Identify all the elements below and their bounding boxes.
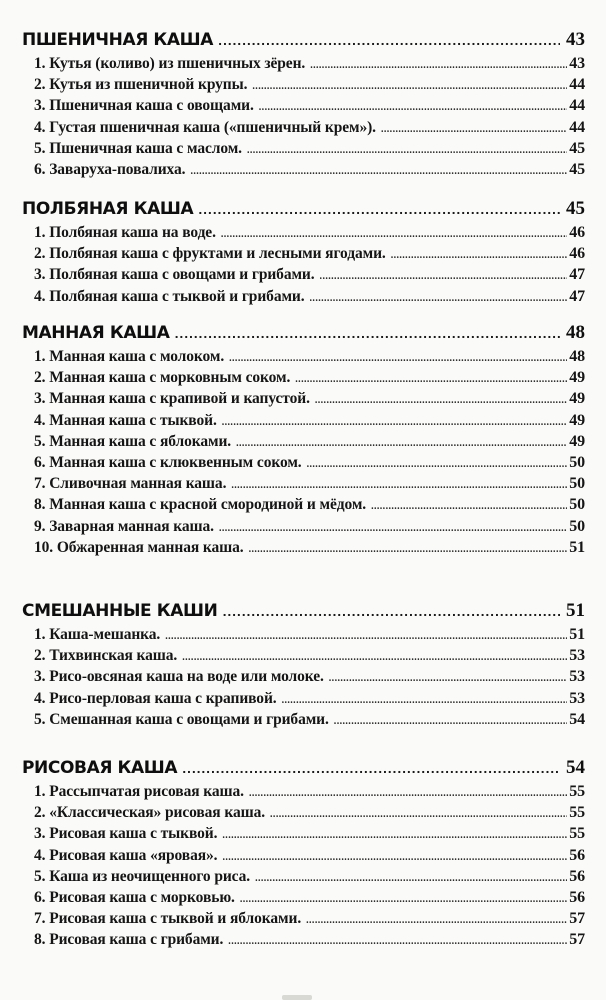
section-title: МАННАЯ КАША <box>22 323 170 343</box>
dot-leader <box>221 229 567 240</box>
dot-leader <box>240 894 567 905</box>
section-title: ПШЕНИЧНАЯ КАША <box>22 30 214 50</box>
toc-item-page-number: 53 <box>569 668 585 686</box>
toc-item[interactable] <box>34 348 585 369</box>
toc-item-label: 3. Манная каша с крапивой и капустой. <box>34 390 310 408</box>
toc-item-label: 5. Смешанная каша с овощами и грибами. <box>34 710 329 728</box>
toc-item-label: 4. Рисовая каша «яровая». <box>34 846 218 864</box>
toc-item[interactable] <box>34 847 585 868</box>
toc-item[interactable] <box>34 496 585 517</box>
toc-section-wheat <box>22 29 585 182</box>
toc-item-label: 1. Каша-мешанка. <box>34 626 161 643</box>
toc-item-page-number: 55 <box>569 804 585 822</box>
toc-item-label: 4. Манная каша с тыквой. <box>34 411 217 429</box>
toc-item-page-number: 50 <box>569 475 585 493</box>
toc-item-page-number: 45 <box>569 160 585 178</box>
section-heading[interactable] <box>22 600 585 626</box>
toc-item-page-number: 46 <box>569 245 585 263</box>
section-title: ПОЛБЯНАЯ КАША <box>22 199 194 219</box>
section-title: РИСОВАЯ КАША <box>22 758 178 778</box>
toc-item-label: 2. Кутья из пшеничной крупы. <box>34 76 248 94</box>
dot-leader <box>249 788 567 799</box>
dot-leader <box>175 328 560 341</box>
toc-item[interactable] <box>34 245 585 266</box>
toc-item[interactable] <box>34 119 585 140</box>
toc-item-page-number: 44 <box>569 76 585 94</box>
toc-item-page-number: 55 <box>569 825 585 843</box>
dot-leader <box>259 102 567 113</box>
toc-section-mixed <box>22 600 585 732</box>
toc-item[interactable] <box>34 55 585 76</box>
toc-item-list <box>22 783 585 953</box>
dot-leader <box>218 35 560 48</box>
toc-item-label: 10. Обжаренная манная каша. <box>34 538 244 556</box>
toc-item-page-number: 56 <box>569 846 585 864</box>
dot-leader <box>182 652 567 663</box>
toc-item-page-number: 44 <box>569 118 585 136</box>
toc-item[interactable] <box>34 454 585 475</box>
page-footer-mark <box>282 995 312 1000</box>
dot-leader <box>182 763 560 776</box>
toc-item[interactable] <box>34 412 585 433</box>
toc-item-label: 5. Пшеничная каша с маслом. <box>34 139 242 157</box>
toc-item-label: 1. Кутья (коливо) из пшеничных зёрен. <box>34 55 306 72</box>
dot-leader <box>236 438 567 449</box>
toc-item[interactable] <box>34 288 585 309</box>
toc-item-label: 6. Манная каша с клюквенным соком. <box>34 453 302 471</box>
toc-item-label: 1. Манная каша с молоком. <box>34 348 225 365</box>
toc-section-rice <box>22 757 585 953</box>
section-heading[interactable] <box>22 757 585 783</box>
toc-item-page-number: 50 <box>569 496 585 514</box>
dot-leader <box>334 716 567 727</box>
section-title: СМЕШАННЫЕ КАШИ <box>22 601 218 621</box>
toc-item-label: 4. Густая пшеничная каша («пшеничный крем»). <box>34 118 376 136</box>
toc-item[interactable] <box>34 825 585 846</box>
toc-item[interactable] <box>34 889 585 910</box>
toc-item-page-number: 56 <box>569 888 585 906</box>
toc-item-page-number: 50 <box>569 453 585 471</box>
toc-item[interactable] <box>34 647 585 668</box>
toc-item-page-number: 51 <box>569 538 585 556</box>
toc-item-label: 2. Манная каша с морковным соком. <box>34 369 291 387</box>
section-page-number: 45 <box>566 198 585 219</box>
toc-item-page-number: 49 <box>569 432 585 450</box>
dot-leader <box>329 673 567 684</box>
toc-item-label: 2. «Классическая» рисовая каша. <box>34 804 266 822</box>
dot-leader <box>222 606 560 619</box>
toc-item-list <box>22 224 585 309</box>
dot-leader <box>255 873 567 884</box>
toc-item-label: 4. Рисо-перловая каша с крапивой. <box>34 689 277 707</box>
toc-item-label: 8. Рисовая каша с грибами. <box>34 931 224 949</box>
toc-item-page-number: 47 <box>569 266 585 284</box>
toc-item[interactable] <box>34 690 585 711</box>
toc-item-label: 3. Пшеничная каша с овощами. <box>34 97 254 115</box>
toc-item[interactable] <box>34 266 585 287</box>
toc-item-page-number: 56 <box>569 867 585 885</box>
section-heading[interactable] <box>22 322 585 348</box>
dot-leader <box>391 250 568 261</box>
toc-item-page-number: 47 <box>569 287 585 305</box>
dot-leader <box>247 145 567 156</box>
toc-item-label: 1. Полбяная каша на воде. <box>34 224 216 241</box>
toc-item[interactable] <box>34 783 585 804</box>
toc-item[interactable] <box>34 539 585 560</box>
dot-leader <box>190 166 567 177</box>
dot-leader <box>307 459 568 470</box>
section-page-number: 43 <box>566 29 585 50</box>
section-heading[interactable] <box>22 29 585 55</box>
toc-item-label: 5. Манная каша с яблоками. <box>34 432 232 450</box>
toc-item-page-number: 57 <box>569 931 585 949</box>
toc-item-page-number: 43 <box>569 55 585 72</box>
dot-leader <box>315 395 567 406</box>
toc-item-label: 5. Каша из неочищенного риса. <box>34 867 251 885</box>
dot-leader <box>219 523 567 534</box>
toc-item-page-number: 49 <box>569 411 585 429</box>
dot-leader <box>310 60 567 71</box>
toc-item-label: 2. Полбяная каша с фруктами и лесными ягодами. <box>34 245 386 263</box>
dot-leader <box>228 936 567 947</box>
toc-section-spelt <box>22 198 585 309</box>
toc-section-semolina <box>22 322 585 560</box>
toc-item-label: 6. Рисовая каша с морковью. <box>34 888 235 906</box>
toc-item-label: 3. Полбяная каша с овощами и грибами. <box>34 266 315 284</box>
toc-item[interactable] <box>34 161 585 182</box>
dot-leader <box>198 204 560 217</box>
toc-item[interactable] <box>34 910 585 931</box>
toc-item-page-number: 57 <box>569 910 585 928</box>
section-heading[interactable] <box>22 198 585 224</box>
toc-item-page-number: 44 <box>569 97 585 115</box>
toc-item[interactable] <box>34 140 585 161</box>
dot-leader <box>231 480 567 491</box>
toc-item-page-number: 53 <box>569 647 585 665</box>
toc-item[interactable] <box>34 475 585 496</box>
section-page-number: 51 <box>566 600 585 621</box>
dot-leader <box>381 124 567 135</box>
toc-item-label: 8. Манная каша с красной смородиной и мёдом. <box>34 496 367 514</box>
toc-item[interactable] <box>34 224 585 245</box>
toc-item-label: 4. Полбяная каша с тыквой и грибами. <box>34 287 305 305</box>
toc-item-page-number: 51 <box>569 626 585 643</box>
dot-leader <box>252 81 567 92</box>
toc-item-page-number: 53 <box>569 689 585 707</box>
toc-item-label: 7. Рисовая каша с тыквой и яблоками. <box>34 910 302 928</box>
dot-leader <box>229 353 567 364</box>
toc-item-list <box>22 55 585 182</box>
toc-item-page-number: 49 <box>569 369 585 387</box>
toc-item-page-number: 55 <box>569 783 585 800</box>
toc-item-label: 1. Рассыпчатая рисовая каша. <box>34 783 244 800</box>
toc-item[interactable] <box>34 931 585 952</box>
dot-leader <box>165 631 567 642</box>
toc-item-label: 2. Тихвинская каша. <box>34 647 178 665</box>
toc-item-page-number: 45 <box>569 139 585 157</box>
toc-item[interactable] <box>34 390 585 411</box>
toc-item[interactable] <box>34 369 585 390</box>
toc-item-label: 6. Заваруха-повалиха. <box>34 160 186 178</box>
toc-item[interactable] <box>34 804 585 825</box>
dot-leader <box>320 271 568 282</box>
toc-item-label: 3. Рисо-овсяная каша на воде или молоке. <box>34 668 324 686</box>
toc-item-label: 3. Рисовая каша с тыквой. <box>34 825 218 843</box>
toc-item-page-number: 48 <box>569 348 585 365</box>
toc-item-page-number: 54 <box>569 710 585 728</box>
toc-item-label: 9. Заварная манная каша. <box>34 517 214 535</box>
toc-item[interactable] <box>34 868 585 889</box>
toc-item-label: 7. Сливочная манная каша. <box>34 475 227 493</box>
toc-item-list <box>22 348 585 560</box>
toc-item[interactable] <box>34 433 585 454</box>
toc-item-page-number: 50 <box>569 517 585 535</box>
dot-leader <box>310 293 568 304</box>
toc-item[interactable] <box>34 76 585 97</box>
section-page-number: 48 <box>566 322 585 343</box>
section-page-number: 54 <box>566 757 585 778</box>
dot-leader <box>306 915 567 926</box>
dot-leader <box>371 501 567 512</box>
toc-item-page-number: 46 <box>569 224 585 241</box>
dot-leader <box>282 695 568 706</box>
toc-item-list <box>22 626 585 732</box>
dot-leader <box>249 544 568 555</box>
dot-leader <box>295 374 567 385</box>
dot-leader <box>270 809 567 820</box>
dot-leader <box>222 830 567 841</box>
toc-item[interactable] <box>34 518 585 539</box>
toc-item[interactable] <box>34 97 585 118</box>
dot-leader <box>222 852 567 863</box>
dot-leader <box>222 417 567 428</box>
toc-item[interactable] <box>34 668 585 689</box>
toc-item-page-number: 49 <box>569 390 585 408</box>
toc-item[interactable] <box>34 711 585 732</box>
toc-item[interactable] <box>34 626 585 647</box>
